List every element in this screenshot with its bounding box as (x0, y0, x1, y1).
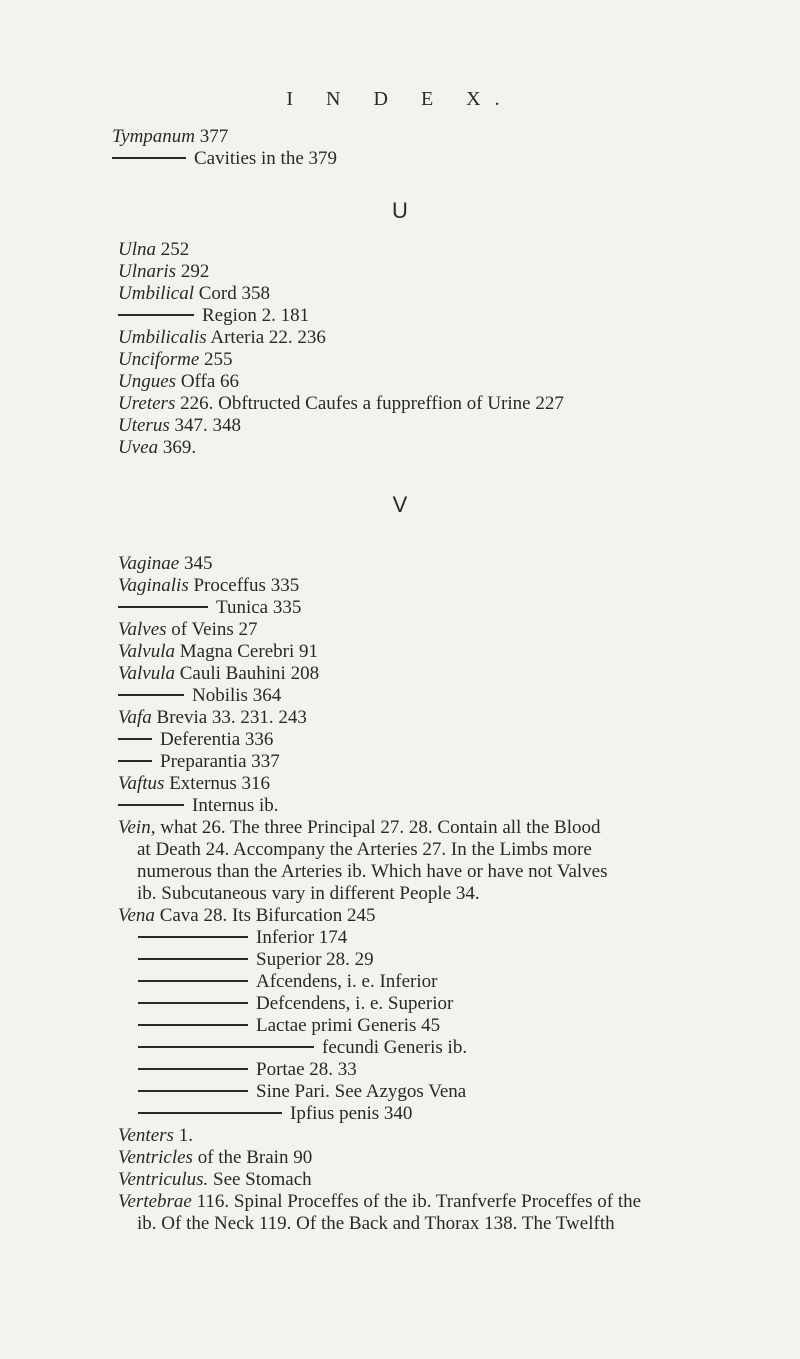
index-entry (138, 927, 347, 949)
ditto-dash (118, 694, 184, 696)
index-entry (118, 597, 301, 619)
entry-text: fecundi Generis ib. (322, 1037, 468, 1058)
index-entry (112, 126, 228, 148)
index-entry (118, 1169, 312, 1191)
index-entry (118, 1191, 641, 1213)
entry-term: Ungues (118, 371, 177, 392)
entry-text: Brevia 33. 231. 243 (156, 707, 307, 728)
entry-text: Nobilis 364 (192, 685, 282, 706)
entry-term: Vaginae (118, 553, 180, 574)
entry-text: Cauli Bauhini 208 (179, 663, 320, 684)
ditto-dash (138, 1024, 248, 1026)
entry-text: 369. (162, 437, 197, 458)
entry-term: Uvea (118, 437, 159, 458)
index-entry (138, 971, 437, 993)
entry-text: Lactae primi Generis 45 (256, 1015, 441, 1036)
entry-text: Defcendens, i. e. Superior (256, 993, 454, 1014)
entry-text: of the Brain 90 (197, 1147, 313, 1168)
entry-text: Sine Pari. See Azygos Vena (256, 1081, 467, 1102)
index-entry (118, 707, 307, 729)
index-entry-continued: numerous than the Arteries ib. Which have or have not Valves (137, 861, 608, 882)
entry-text: Cord 358 (198, 283, 270, 304)
ditto-dash (138, 980, 248, 982)
ditto-dash (138, 936, 248, 938)
entry-text: Ipfius penis 340 (290, 1103, 413, 1124)
ditto-dash (118, 738, 152, 740)
entry-text: 347. 348 (174, 415, 241, 436)
index-entry (138, 1015, 440, 1037)
entry-term: Vafa (118, 707, 152, 728)
entry-term: Venters (118, 1125, 174, 1146)
entry-text: Inferior 174 (256, 927, 348, 948)
index-entry (118, 773, 270, 795)
index-entry (118, 817, 600, 839)
ditto-dash (112, 157, 186, 159)
entry-term: Ureters (118, 393, 176, 414)
entry-term: Vertebrae (118, 1191, 192, 1212)
section-letter: U (392, 198, 408, 223)
entry-text: 345 (183, 553, 213, 574)
index-entry (138, 993, 453, 1015)
entry-text: Arteria 22. 236 (210, 327, 326, 348)
entry-text: Preparantia 337 (160, 751, 280, 772)
entry-text: 226. Obftructed Caufes a fuppreffion of Urine 227 (180, 393, 564, 414)
entry-text: of Veins 27 (171, 619, 258, 640)
ditto-dash (138, 1090, 248, 1092)
entry-term: Uterus (118, 415, 170, 436)
entry-term: Umbilicalis (118, 327, 207, 348)
index-entry (138, 1103, 412, 1125)
index-entry (112, 148, 337, 170)
index-entry (118, 239, 189, 261)
entry-text: what 26. The three Principal 27. 28. Contain all the Blood (160, 817, 601, 838)
entry-term: Vaginalis (118, 575, 189, 596)
index-entry (118, 905, 376, 927)
entry-term: Ventricles (118, 1147, 193, 1168)
entry-term: Umbilical (118, 283, 194, 304)
entry-term: Ulnaris (118, 261, 177, 282)
index-entry (118, 619, 258, 641)
entry-text: Internus ib. (192, 795, 279, 816)
entry-text: Externus 316 (169, 773, 270, 794)
index-entry-continued: at Death 24. Accompany the Arteries 27. In the Limbs more (137, 839, 592, 860)
entry-text: 252 (160, 239, 190, 260)
index-entry (118, 371, 239, 393)
index-entry (118, 663, 319, 685)
index-entry (118, 795, 279, 817)
entry-term: Ventriculus. (118, 1169, 209, 1190)
entry-term: Vena (118, 905, 155, 926)
index-entry (118, 283, 270, 305)
ditto-dash (138, 1112, 282, 1114)
entry-text: 255 (204, 349, 233, 370)
ditto-dash (138, 958, 248, 960)
entry-term: Valves (118, 619, 167, 640)
entry-term: Ulna (118, 239, 156, 260)
entry-text: Cava 28. Its Bifurcation 245 (159, 905, 376, 926)
entry-term: Valvula (118, 641, 175, 662)
index-entry (118, 641, 318, 663)
entry-term: Valvula (118, 663, 175, 684)
ditto-dash (118, 804, 184, 806)
index-entry (118, 305, 309, 327)
entry-term: Unciforme (118, 349, 200, 370)
index-entry (118, 1147, 312, 1169)
entry-text: Magna Cerebri 91 (179, 641, 318, 662)
index-entry (118, 437, 196, 459)
index-entry (118, 751, 280, 773)
entry-text: Afcendens, i. e. Inferior (256, 971, 438, 992)
ditto-dash (118, 760, 152, 762)
section-letter: V (392, 492, 408, 517)
ditto-dash (118, 606, 208, 608)
entry-term: Vein, (118, 817, 156, 838)
entry-text: See Stomach (213, 1169, 312, 1190)
entry-text: 1. (178, 1125, 193, 1146)
entry-text: 292 (180, 261, 210, 282)
entry-text: 377 (199, 126, 229, 147)
entry-text: Offa 66 (180, 371, 240, 392)
index-entry-continued: ib. Of the Neck 119. Of the Back and Thorax 138. The Twelfth (137, 1213, 615, 1234)
index-entry (118, 415, 241, 437)
index-entry (118, 575, 299, 597)
index-entry (138, 1037, 467, 1059)
index-entry (118, 327, 326, 349)
index-entry (118, 685, 281, 707)
page-title: I N D E X. (286, 88, 514, 110)
entry-term: Vaftus (118, 773, 165, 794)
entry-text: Cavities in the 379 (194, 148, 338, 169)
ditto-dash (138, 1068, 248, 1070)
ditto-dash (118, 314, 194, 316)
index-entry (118, 729, 273, 751)
index-entry (118, 261, 209, 283)
index-entry-continued: ib. Subcutaneous vary in different People 34. (137, 883, 480, 904)
ditto-dash (138, 1046, 314, 1048)
entry-text: Tunica 335 (216, 597, 302, 618)
index-entry (138, 1059, 357, 1081)
entry-text: Region 2. 181 (202, 305, 310, 326)
index-entry (118, 1125, 193, 1147)
entry-text: Proceffus 335 (193, 575, 300, 596)
entry-text: Deferentia 336 (160, 729, 274, 750)
index-entry (118, 393, 564, 415)
entry-text: Superior 28. 29 (256, 949, 374, 970)
index-entry (138, 1081, 466, 1103)
ditto-dash (138, 1002, 248, 1004)
entry-text: Portae 28. 33 (256, 1059, 357, 1080)
entry-text: 116. Spinal Proceffes of the ib. Tranfverfe Proceffes of the (196, 1191, 642, 1212)
index-entry (118, 553, 212, 575)
index-entry (118, 349, 233, 371)
index-entry (138, 949, 374, 971)
entry-term: Tympanum (112, 126, 196, 147)
